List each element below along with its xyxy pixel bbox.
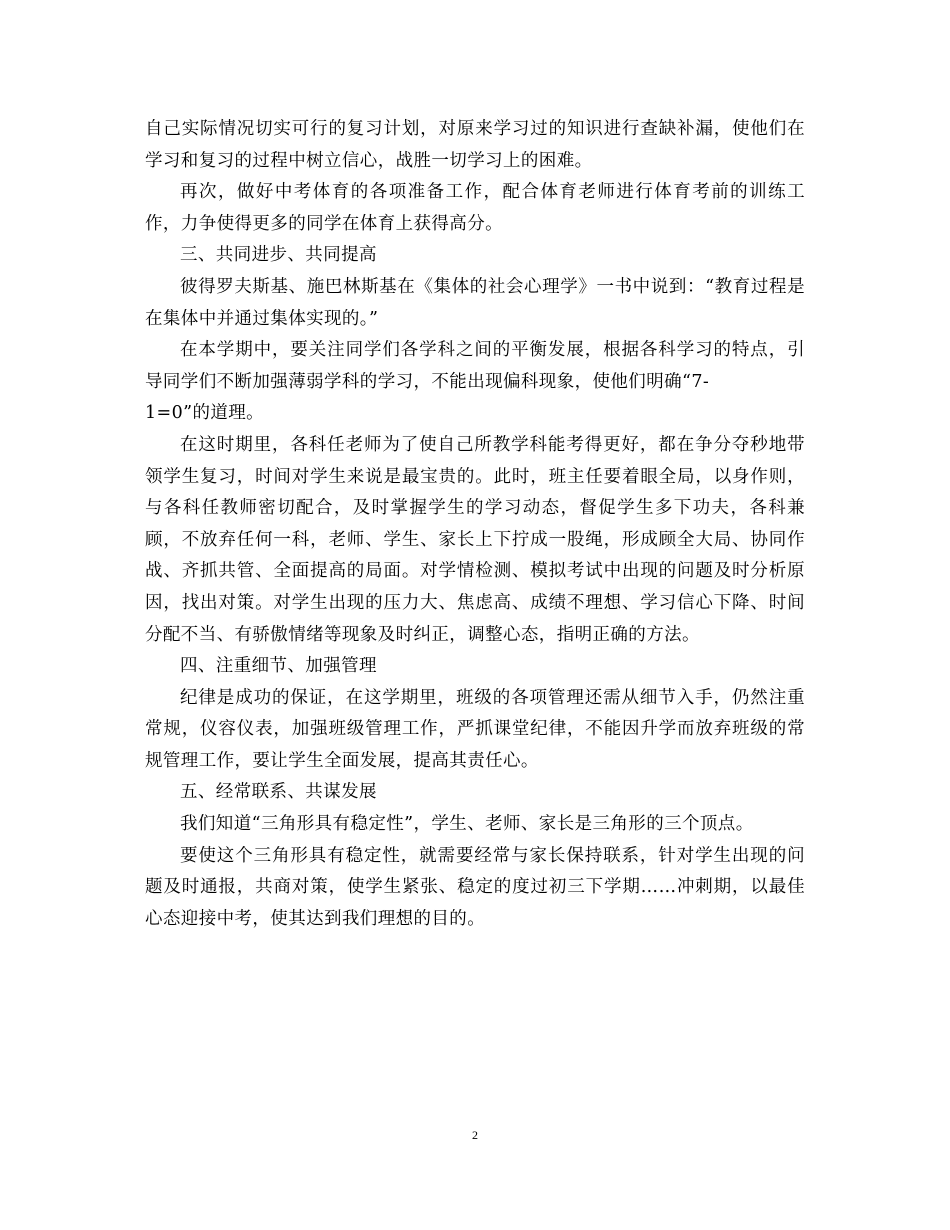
paragraph-teachers-cooperation: 在这时期里，各科任老师为了使自己所教学科能考得更好，都在争分夺秒地带领学生复习，时间对学生来说是最宝贵的。此时，班主任要着眼全局，以身作则，与各科任教师密切配合，及时掌握学生的学习动态，督促学生多下功夫，各科兼顾，不放弃任何一科，老师、学生、家长上下拧成一股绳，形成顾全大局、协同作战、齐抓共管、全面提高的局面。对学情检测、模拟考试中出现的问题及时分析原因，找出对策。对学生出现的压力大、焦虑高、成绩不理想、学习信心下降、时间分配不当、有骄傲情绪等现象及时纠正，调整心态，指明正确的方法。 [145,434,805,645]
paragraph-triangle: 我们知道“三角形具有稳定性”，学生、老师、家长是三角形的三个顶点。 [180,814,754,835]
paragraph-balanced-development-cont: 1=0”的道理。 [145,403,265,424]
page-number: 2 [472,1128,478,1142]
paragraph-discipline: 纪律是成功的保证，在这学期里，班级的各项管理还需从细节入手，仍然注重常规，仪容仪表，加强班级管理工作，严抓课堂纪律，不能因升学而放弃班级的常规管理工作，要让学生全面发展，提高其责任心。 [145,687,805,771]
paragraph-review-plan: 自己实际情况切实可行的复习计划，对原来学习过的知识进行查缺补漏，使他们在学习和复习的过程中树立信心，战胜一切学习上的困难。 [145,119,805,171]
section-heading-3: 三、共同进步、共同提高 [180,245,377,266]
paragraph-parent-contact: 要使这个三角形具有稳定性，就需要经常与家长保持联系，针对学生出现的问题及时通报，共商对策，使学生紧张、稳定的度过初三下学期……冲刺期，以最佳心态迎接中考，使其达到我们理想的目的。 [145,845,805,929]
document-body [145,114,805,935]
paragraph-quote: 彼得罗夫斯基、施巴林斯基在《集体的社会心理学》一书中说到：“教育过程是在集体中并通过集体实现的。” [145,276,805,329]
paragraph-balanced-development: 在本学期中，要关注同学们各学科之间的平衡发展，根据各科学习的特点，引导同学们不断加强薄弱学科的学习，不能出现偏科现象，使他们明确“7- [145,340,805,392]
paragraph-pe-exam: 再次，做好中考体育的各项准备工作，配合体育老师进行体育考前的训练工作，力争使得更多的同学在体育上获得高分。 [145,182,805,234]
section-heading-4: 四、注重细节、加强管理 [180,656,377,677]
section-heading-5: 五、经常联系、共谋发展 [180,782,377,803]
